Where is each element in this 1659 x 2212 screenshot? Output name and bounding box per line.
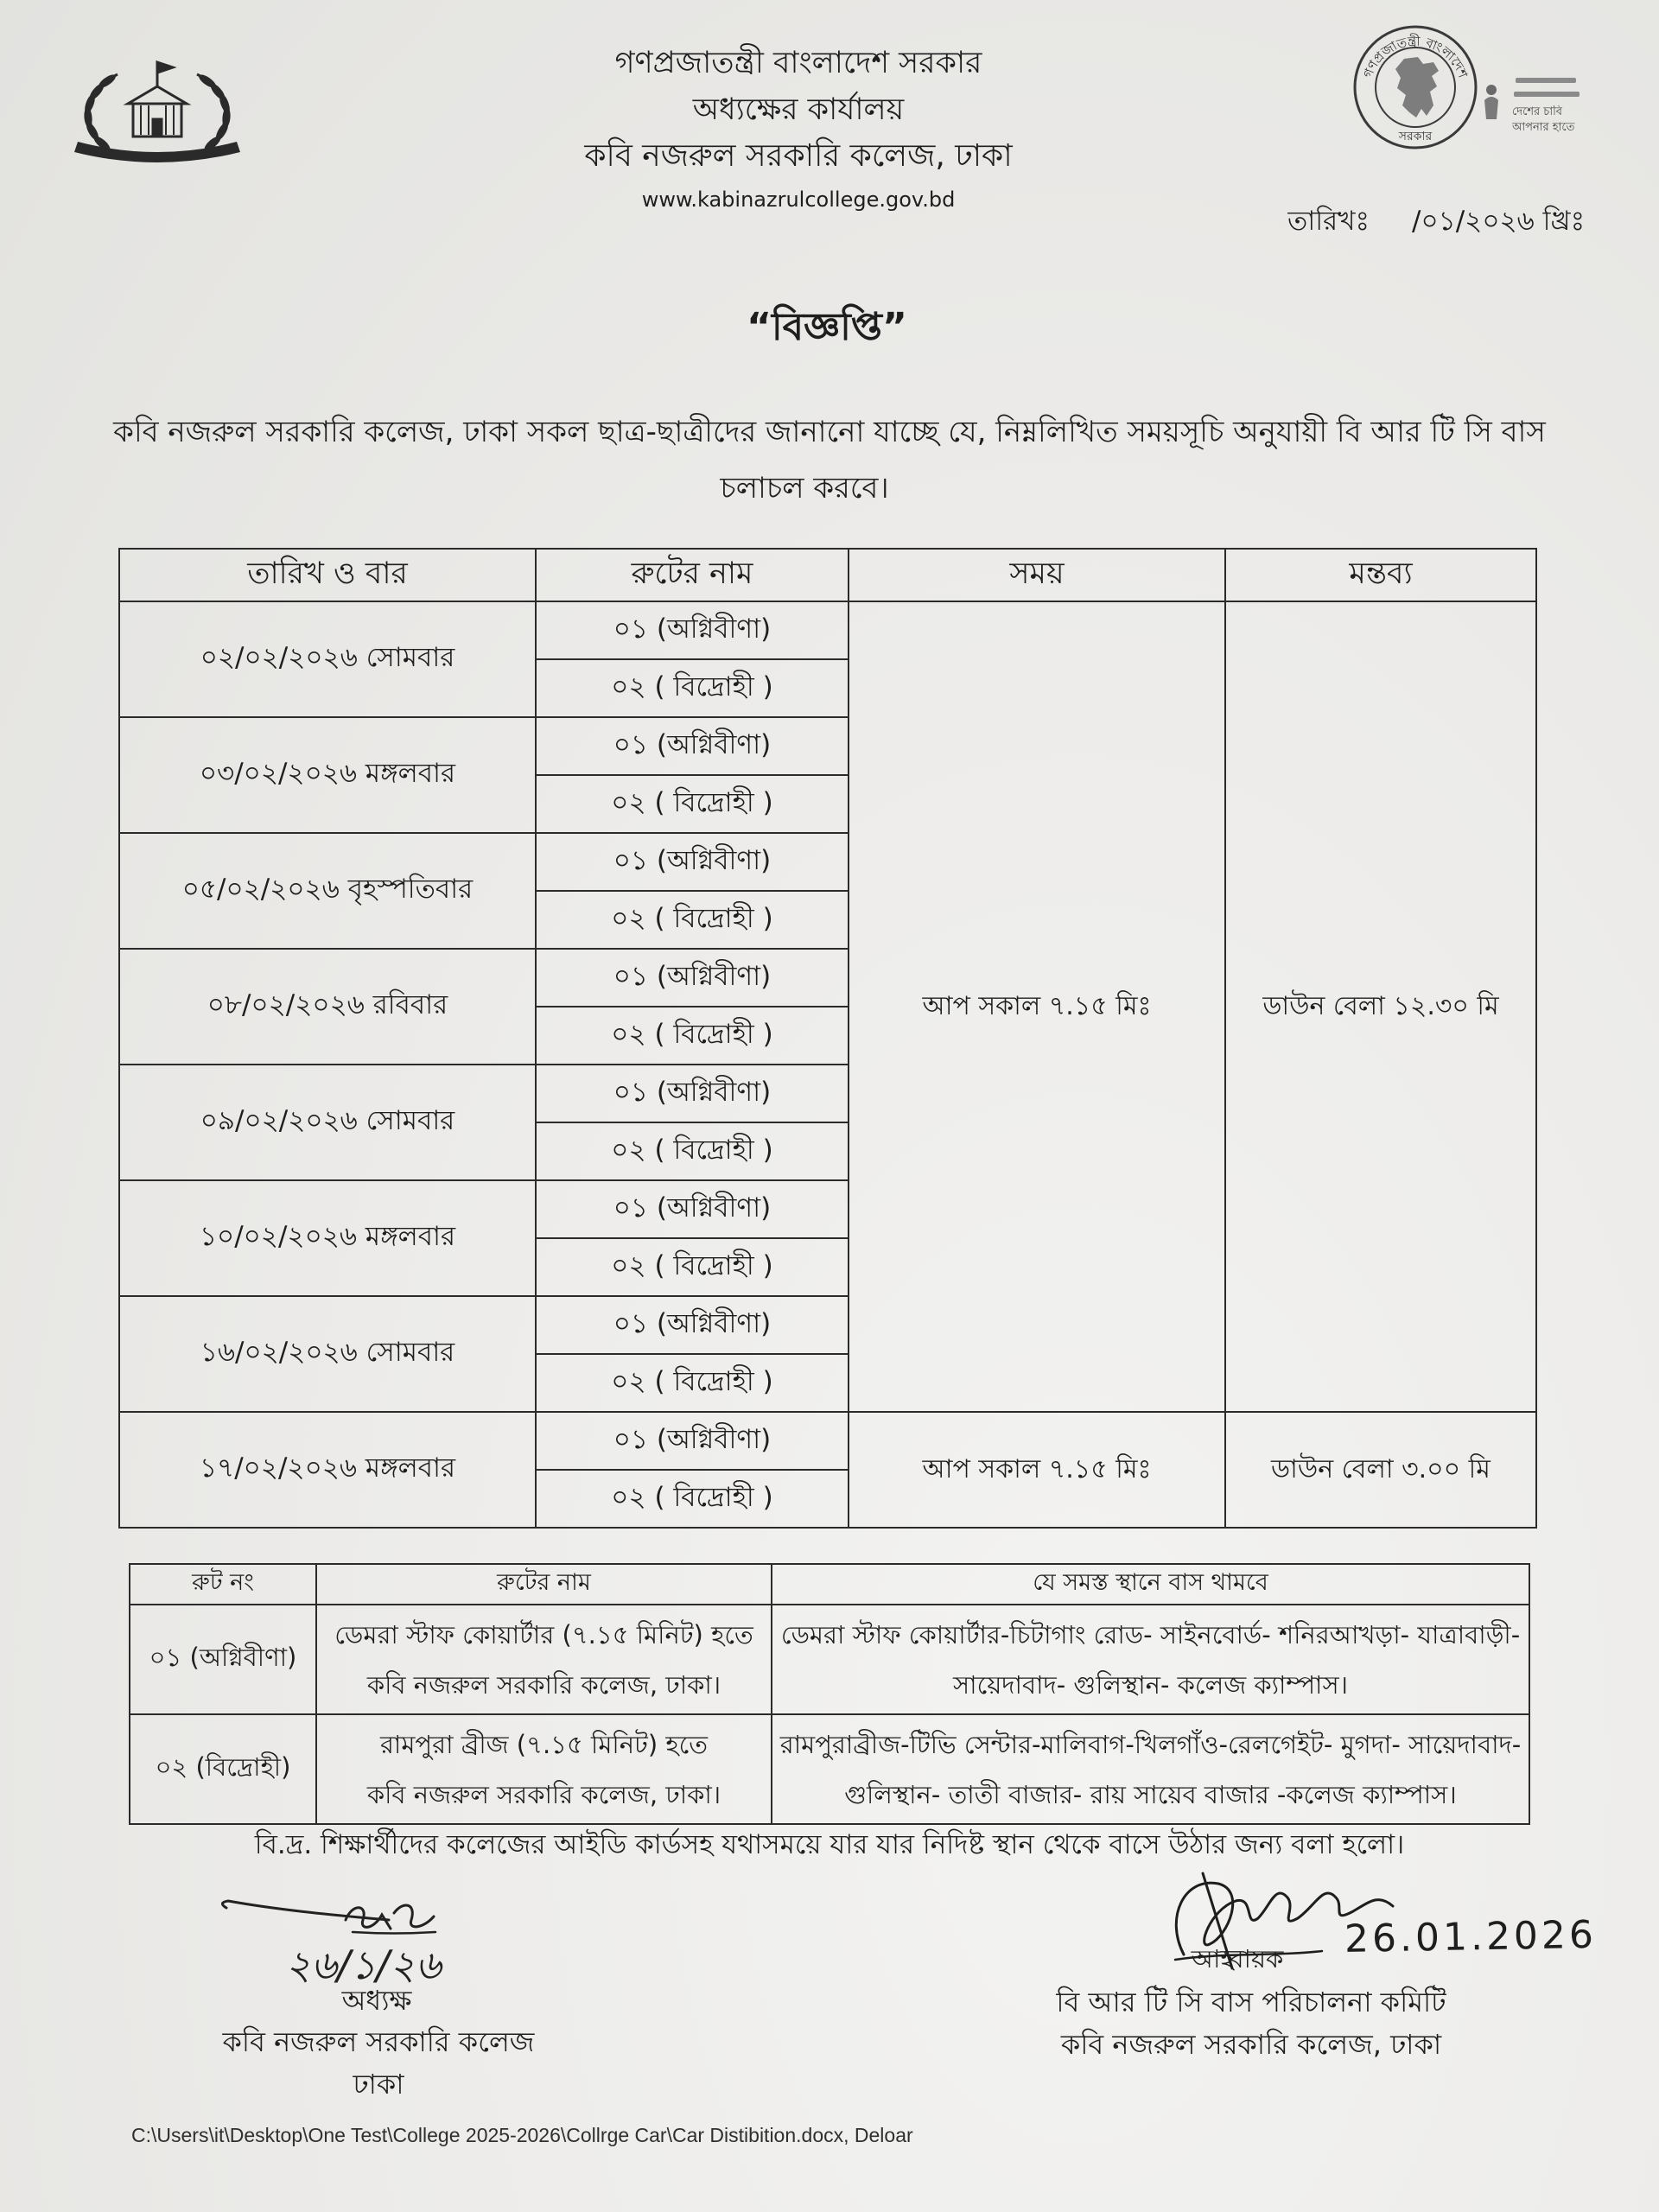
route-no-cell: ০১ (অগ্নিবীণা) [130, 1605, 316, 1714]
laurel-right [197, 73, 232, 154]
bus-schedule-table [118, 548, 1537, 1529]
col-header-route-no: রুট নং [130, 1564, 316, 1605]
route-name-line: ডেমরা স্টাফ কোয়ার্টার (৭.১৫ মিনিট) হতে [334, 1619, 753, 1649]
notice-intro-line-1: কবি নজরুল সরকারি কলেজ, ঢাকা সকল ছাত্র-ছাত্রীদের জানানো যাচ্ছে যে, নিম্নলিখিত সময়সূচি অনুযায়ী বি আর টি সি বাস [113, 415, 1546, 449]
date-label: তারিখঃ [1287, 206, 1370, 237]
file-path-footer: C:\Users\it\Desktop\One Test\College 2025-2026\Collrge Car\Car Distibition.docx, Deloar [131, 2124, 913, 2146]
schedule-route-cell: ০২ ( বিদ্রোহী ) [536, 1007, 849, 1065]
website-text: www.kabinazrulcollege.gov.bd [641, 188, 956, 212]
schedule-route-cell: ০১ (অগ্নিবীণা) [536, 601, 849, 659]
schedule-date-cell: ০২/০২/২০২৬ সোমবার [119, 601, 536, 717]
college-logo [54, 50, 261, 171]
schedule-route-cell: ০২ ( বিদ্রোহী ) [536, 659, 849, 717]
govt-line: গণপ্রজাতন্ত্রী বাংলাদেশ সরকার [614, 46, 982, 80]
schedule-route-cell: ০২ ( বিদ্রোহী ) [536, 1470, 849, 1528]
principal-handwritten-date: ২৬/১/২৬ [285, 1942, 442, 1988]
col-header-remarks: মন্তব্য [1225, 549, 1536, 601]
convener-handwritten-date: 26.01.2026 [1344, 1912, 1598, 1961]
seal-graphic [1351, 22, 1480, 152]
route-details-table [129, 1563, 1530, 1825]
schedule-row [119, 1412, 1536, 1470]
schedule-route-cell: ০১ (অগ্নিবীণা) [536, 1296, 849, 1354]
emblem-line-1: দেশের চাবি [1512, 105, 1563, 118]
schedule-route-cell: ০১ (অগ্নিবীণা) [536, 1412, 849, 1470]
notice-title: “বিজ্ঞপ্তি” [747, 305, 907, 349]
down-time-cell: ডাউন বেলা ১২.৩০ মি [1225, 601, 1536, 1412]
convener-title: আহ্বায়ক [1191, 1944, 1284, 1974]
col-header-date: তারিখ ও বার [119, 549, 536, 601]
route-details-row [130, 1714, 1529, 1824]
college-name-line: কবি নজরুল সরকারি কলেজ, ঢাকা [584, 138, 1013, 174]
col-header-route: রুটের নাম [536, 549, 849, 601]
schedule-route-cell: ০১ (অগ্নিবীণা) [536, 949, 849, 1007]
bangladesh-map-icon [1395, 57, 1439, 118]
schedule-date-cell: ১৭/০২/২০২৬ মঙ্গলবার [119, 1412, 536, 1528]
schedule-header-row [119, 549, 1536, 601]
up-time-cell: আপ সকাল ৭.১৫ মিঃ [849, 601, 1225, 1412]
route-name-line: রামপুরা ব্রীজ (৭.১৫ মিনিট) হতে [379, 1729, 709, 1759]
schedule-date-cell: ০৫/০২/২০২৬ বৃহস্পতিবার [119, 833, 536, 949]
schedule-date-cell: ০৮/০২/২০২৬ রবিবার [119, 949, 536, 1065]
schedule-route-cell: ০১ (অগ্নিবীণা) [536, 717, 849, 775]
principal-city: ঢাকা [353, 2068, 404, 2101]
schedule-route-cell: ০১ (অগ্নিবীণা) [536, 1065, 849, 1122]
campaign-emblem [1479, 74, 1587, 145]
route-stops-line: সায়েদাবাদ- গুলিস্থান- কলেজ ক্যাম্পাস। [953, 1669, 1348, 1700]
schedule-date-cell: ১০/০২/২০২৬ মঙ্গলবার [119, 1180, 536, 1296]
route-name-line: কবি নজরুল সরকারি কলেজ, ঢাকা। [366, 1779, 721, 1809]
route-no-cell: ০২ (বিদ্রোহী) [130, 1714, 316, 1824]
col-header-stops: যে সমস্ত স্থানে বাস থামবে [772, 1564, 1529, 1605]
schedule-date-cell: ০৯/০২/২০২৬ সোমবার [119, 1065, 536, 1180]
schedule-route-cell: ০১ (অগ্নিবীণা) [536, 1180, 849, 1238]
schedule-row [119, 601, 1536, 659]
principal-org: কবি নজরুল সরকারি কলেজ [222, 2025, 535, 2058]
route-name-cell [316, 1605, 772, 1714]
principal-title: অধ্যক্ষ [341, 1984, 412, 2017]
note-text: বি.দ্র. শিক্ষার্থীদের কলেজের আইডি কার্ডসহ যথাসময়ে যার যার নিদিষ্ট স্থান থেকে বাসে উঠার জন্য বলা হলো। [254, 1829, 1405, 1860]
schedule-date-cell: ১৬/০২/২০২৬ সোমবার [119, 1296, 536, 1412]
schedule-route-cell: ০২ ( বিদ্রোহী ) [536, 1122, 849, 1180]
emblem-line-2: আপনার হাতে [1512, 121, 1575, 134]
route-stops-line: গুলিস্থান- তাতী বাজার- রায় সায়েব বাজার -কলেজ ক্যাম্পাস। [844, 1779, 1457, 1809]
schedule-route-cell: ০২ ( বিদ্রোহী ) [536, 1238, 849, 1296]
route-stops-line: ডেমরা স্টাফ কোয়ার্টার-চিটাগাং রোড- সাইনবোর্ড- শনিরআখড়া- যাত্রাবাড়ী- [780, 1619, 1521, 1649]
route-stops-line: রামপুরাব্রীজ-টিভি সেন্টার-মালিবাগ-খিলগাঁও-রেলগেইট- মুগদা- সায়েদাবাদ- [779, 1729, 1522, 1759]
office-line: অধ্যক্ষের কার্যালয় [692, 92, 905, 127]
government-seal [1351, 22, 1480, 152]
committee-name: বি আর টি সি বাস পরিচালনা কমিটি [1056, 1986, 1446, 2018]
notice-intro-line-2: চলাচল করবে। [720, 471, 889, 505]
principal-signature [216, 1894, 544, 1993]
principal-signature-graphic [216, 1894, 544, 1993]
schedule-route-cell: ০২ ( বিদ্রোহী ) [536, 775, 849, 833]
up-time-cell-last: আপ সকাল ৭.১৫ মিঃ [849, 1412, 1225, 1528]
seal-bottom-text: সরকার [1398, 130, 1433, 143]
seal-ring-text: গণপ্রজাতন্ত্রী বাংলাদেশ [1359, 33, 1471, 80]
col-header-route-name: রুটের নাম [316, 1564, 772, 1605]
schedule-route-cell: ০২ ( বিদ্রোহী ) [536, 1354, 849, 1412]
down-time-cell-last: ডাউন বেলা ৩.০০ মি [1225, 1412, 1536, 1528]
route-details-header-row [130, 1564, 1529, 1605]
route-details-row [130, 1605, 1529, 1714]
route-name-line: কবি নজরুল সরকারি কলেজ, ঢাকা। [366, 1669, 721, 1700]
schedule-date-cell: ০৩/০২/২০২৬ মঙ্গলবার [119, 717, 536, 833]
route-stops-cell [772, 1605, 1529, 1714]
date-value: /০১/২০২৬ খ্রিঃ [1412, 206, 1586, 237]
route-stops-cell [772, 1714, 1529, 1824]
route-name-cell [316, 1714, 772, 1824]
college-emblem-graphic [54, 50, 261, 171]
col-header-time: সময় [849, 549, 1225, 601]
convener-org: কবি নজরুল সরকারি কলেজ, ঢাকা [1060, 2028, 1442, 2061]
schedule-route-cell: ০১ (অগ্নিবীণা) [536, 833, 849, 891]
college-building [128, 62, 187, 137]
schedule-route-cell: ০২ ( বিদ্রোহী ) [536, 891, 849, 949]
laurel-left [83, 73, 118, 154]
